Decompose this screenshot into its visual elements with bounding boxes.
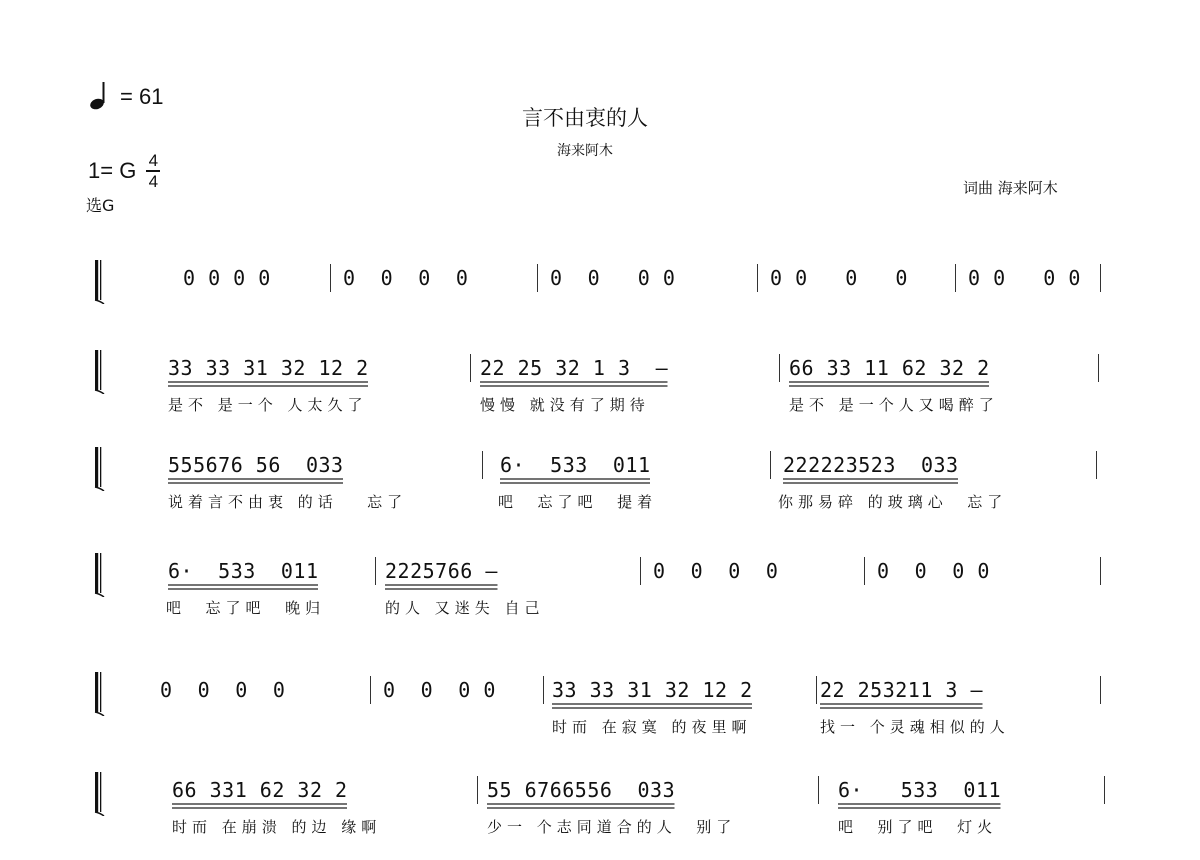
score-line	[0, 258, 1200, 348]
lyric-text: 是不 是一个人又喝醉了	[789, 396, 999, 414]
measure-notes: 0 0 0 0	[550, 266, 676, 290]
measure-notes: 0 0 0 0	[383, 678, 496, 702]
time-signature-bottom: 4	[148, 171, 159, 191]
measure-notes: 0 0 0 0	[183, 266, 271, 290]
measure-notes: 222223523 033	[783, 453, 959, 477]
score-line	[0, 348, 1200, 438]
measure-notes: 6· 533 011	[500, 453, 651, 477]
measure-notes: 2225766 –	[385, 559, 498, 583]
barline	[543, 676, 544, 704]
barline	[1100, 264, 1101, 292]
barline	[1098, 354, 1099, 382]
measure-notes: 0 0 0 0	[770, 266, 908, 290]
barline	[470, 354, 471, 382]
measure-notes: 6· 533 011	[168, 559, 319, 583]
barline	[370, 676, 371, 704]
system-bracket-icon	[92, 445, 110, 491]
barline	[770, 451, 771, 479]
score-line	[0, 770, 1200, 860]
composer-credit: 词曲 海来阿木	[963, 179, 1058, 197]
system-bracket-icon	[92, 258, 110, 304]
measure-notes: 0 0 0 0	[160, 678, 286, 702]
barline	[375, 557, 376, 585]
barline	[779, 354, 780, 382]
lyric-text: 说着言不由衷 的话 忘了	[168, 493, 408, 511]
barline	[816, 676, 817, 704]
lyric-text: 吧 忘了吧 晚归	[166, 599, 326, 617]
measure-notes: 33 33 31 32 12 2	[168, 356, 369, 380]
tempo-value: = 61	[120, 84, 164, 109]
key-label: 1= G	[88, 157, 137, 183]
barline	[330, 264, 331, 292]
system-bracket-icon	[92, 551, 110, 597]
measure-notes: 0 0 0 0	[343, 266, 469, 290]
time-signature	[146, 152, 160, 190]
measure-notes: 6· 533 011	[838, 778, 1002, 802]
measure-notes: 55 6766556 033	[487, 778, 676, 802]
measure-notes: 66 33 11 62 32 2	[789, 356, 990, 380]
lyric-text: 时而 在崩溃 的边 缘啊	[172, 818, 382, 836]
barline	[1096, 451, 1097, 479]
system-bracket-icon	[92, 348, 110, 394]
score-line	[0, 551, 1200, 641]
barline	[1100, 557, 1101, 585]
key-signature	[88, 152, 160, 190]
lyric-text: 吧 别了吧 灯火	[838, 818, 998, 836]
score-line	[0, 445, 1200, 535]
measure-notes: 66 331 62 32 2	[172, 778, 348, 802]
lyric-text: 少一 个志同道合的人 别了	[487, 818, 737, 836]
barline	[640, 557, 641, 585]
barline	[757, 264, 758, 292]
singer-name: 海来阿木	[557, 143, 613, 159]
system-bracket-icon	[92, 670, 110, 716]
barline	[1100, 676, 1101, 704]
lyric-text: 慢慢 就没有了期待	[480, 396, 650, 414]
song-title: 言不由衷的人	[522, 106, 648, 130]
measure-notes: 22 253211 3 –	[820, 678, 984, 702]
capo-note: 选G	[86, 196, 115, 215]
measure-notes: 22 25 32 1 3 –	[480, 356, 669, 380]
barline	[482, 451, 483, 479]
lyric-text: 你那易碎 的玻璃心 忘了	[778, 493, 1008, 511]
barline	[1104, 776, 1105, 804]
time-signature-top: 4	[148, 151, 159, 170]
barline	[864, 557, 865, 585]
measure-notes: 0 0 0 0	[877, 559, 990, 583]
measure-notes: 555676 56 033	[168, 453, 344, 477]
barline	[955, 264, 956, 292]
score-line	[0, 670, 1200, 760]
system-bracket-icon	[92, 770, 110, 816]
measure-notes: 0 0 0 0	[653, 559, 779, 583]
barline	[477, 776, 478, 804]
lyric-text: 吧 忘了吧 提着	[498, 493, 658, 511]
measure-notes: 33 33 31 32 12 2	[552, 678, 753, 702]
lyric-text: 找一 个灵魂相似的人	[820, 718, 1010, 736]
barline	[818, 776, 819, 804]
lyric-text: 的人 又迷失 自己	[385, 599, 545, 617]
lyric-text: 时而 在寂寞 的夜里啊	[552, 718, 752, 736]
lyric-text: 是不 是一个 人太久了	[168, 396, 368, 414]
measure-notes: 0 0 0 0	[968, 266, 1081, 290]
barline	[537, 264, 538, 292]
